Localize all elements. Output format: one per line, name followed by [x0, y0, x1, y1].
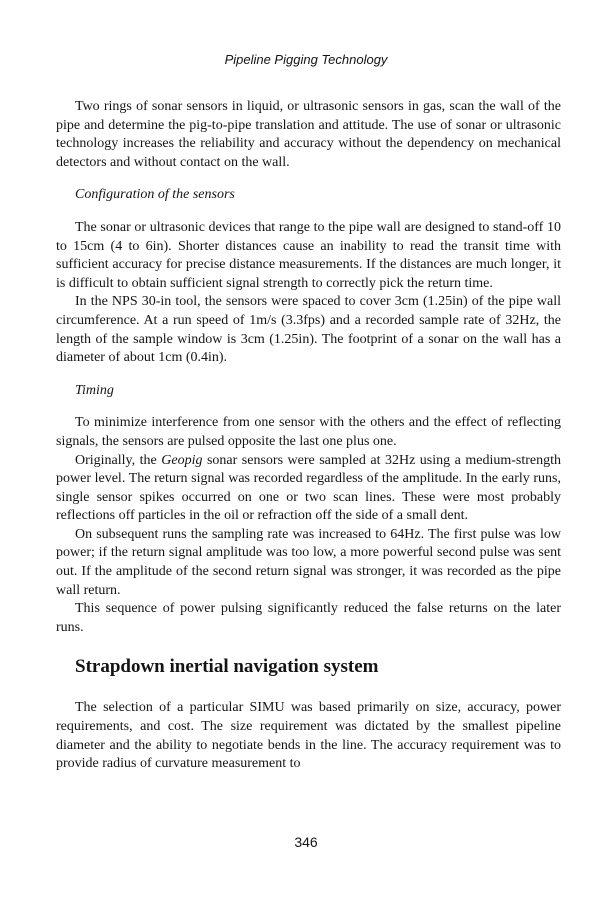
geopig-italic: Geopig	[161, 452, 203, 468]
section-title: Strapdown inertial navigation system	[75, 656, 379, 678]
configuration-heading: Configuration of the sensors	[75, 187, 235, 203]
running-head: Pipeline Pigging Technology	[224, 52, 388, 67]
timing-p2-before: Originally, the	[75, 452, 162, 468]
intro-paragraph: Two rings of sonar sensors in liquid, or ultrasonic sensors in gas, scan the wall of the pipe and determine the pig-to-pipe translation and attitude. The use of sonar or ultrasonic technology increases the reliability and accuracy without the dependency on mechanical detectors and without contact on the wall.	[56, 99, 561, 170]
page-number: 346	[294, 834, 318, 850]
timing-paragraph-3: On subsequent runs the sampling rate was increased to 64Hz. The first pulse was low power; if the return signal amplitude was too low, a more powerful second pulse was sent out. If the amplitude of the second return signal was stronger, it was recorded as the pipe wall return.	[56, 526, 561, 598]
configuration-paragraph-2: In the NPS 30-in tool, the sensors were spaced to cover 3cm (1.25in) of the pipe wall circumference. At a run speed of 1m/s (3.3fps) and a recorded sample rate of 32Hz, the length of the sample window is 3cm (1.25in). The footprint of a sonar on the wall has a diameter of about 1cm (0.4in).	[56, 294, 561, 366]
timing-paragraph-2	[56, 452, 561, 526]
timing-heading: Timing	[75, 382, 114, 398]
body-text	[56, 98, 561, 774]
timing-paragraph-4: This sequence of power pulsing significantly reduced the false returns on the later runs.	[56, 601, 561, 635]
timing-p2-after: sonar sensors were sampled at 32Hz using a medium-strength power level. The return signal was recorded regardless of the amplitude. In the early runs, single sensor spikes occurred on one or two scan lines. These were most probably reflections off particles in the oil or refraction off the side of a small dent.	[56, 452, 561, 524]
timing-paragraph-1: To minimize interference from one sensor with the others and the effect of reflecting signals, the sensors are pulsed opposite the last one plus one.	[56, 415, 561, 449]
configuration-paragraph-1: The sonar or ultrasonic devices that range to the pipe wall are designed to stand-off 10 to 15cm (4 to 6in). Shorter distances cause an inability to read the transit time with sufficient accuracy for precise distance measurements. If the distances are much longer, it is difficult to obtain sufficient signal strength to correctly pick the return time.	[56, 219, 561, 291]
strapdown-paragraph-1: The selection of a particular SIMU was based primarily on size, accuracy, power requirements, and cost. The size requirement was dictated by the smallest pipeline diameter and the ability to negotiate bends in the line. The accuracy requirement was to provide radius of curvature measurement to	[56, 700, 561, 772]
